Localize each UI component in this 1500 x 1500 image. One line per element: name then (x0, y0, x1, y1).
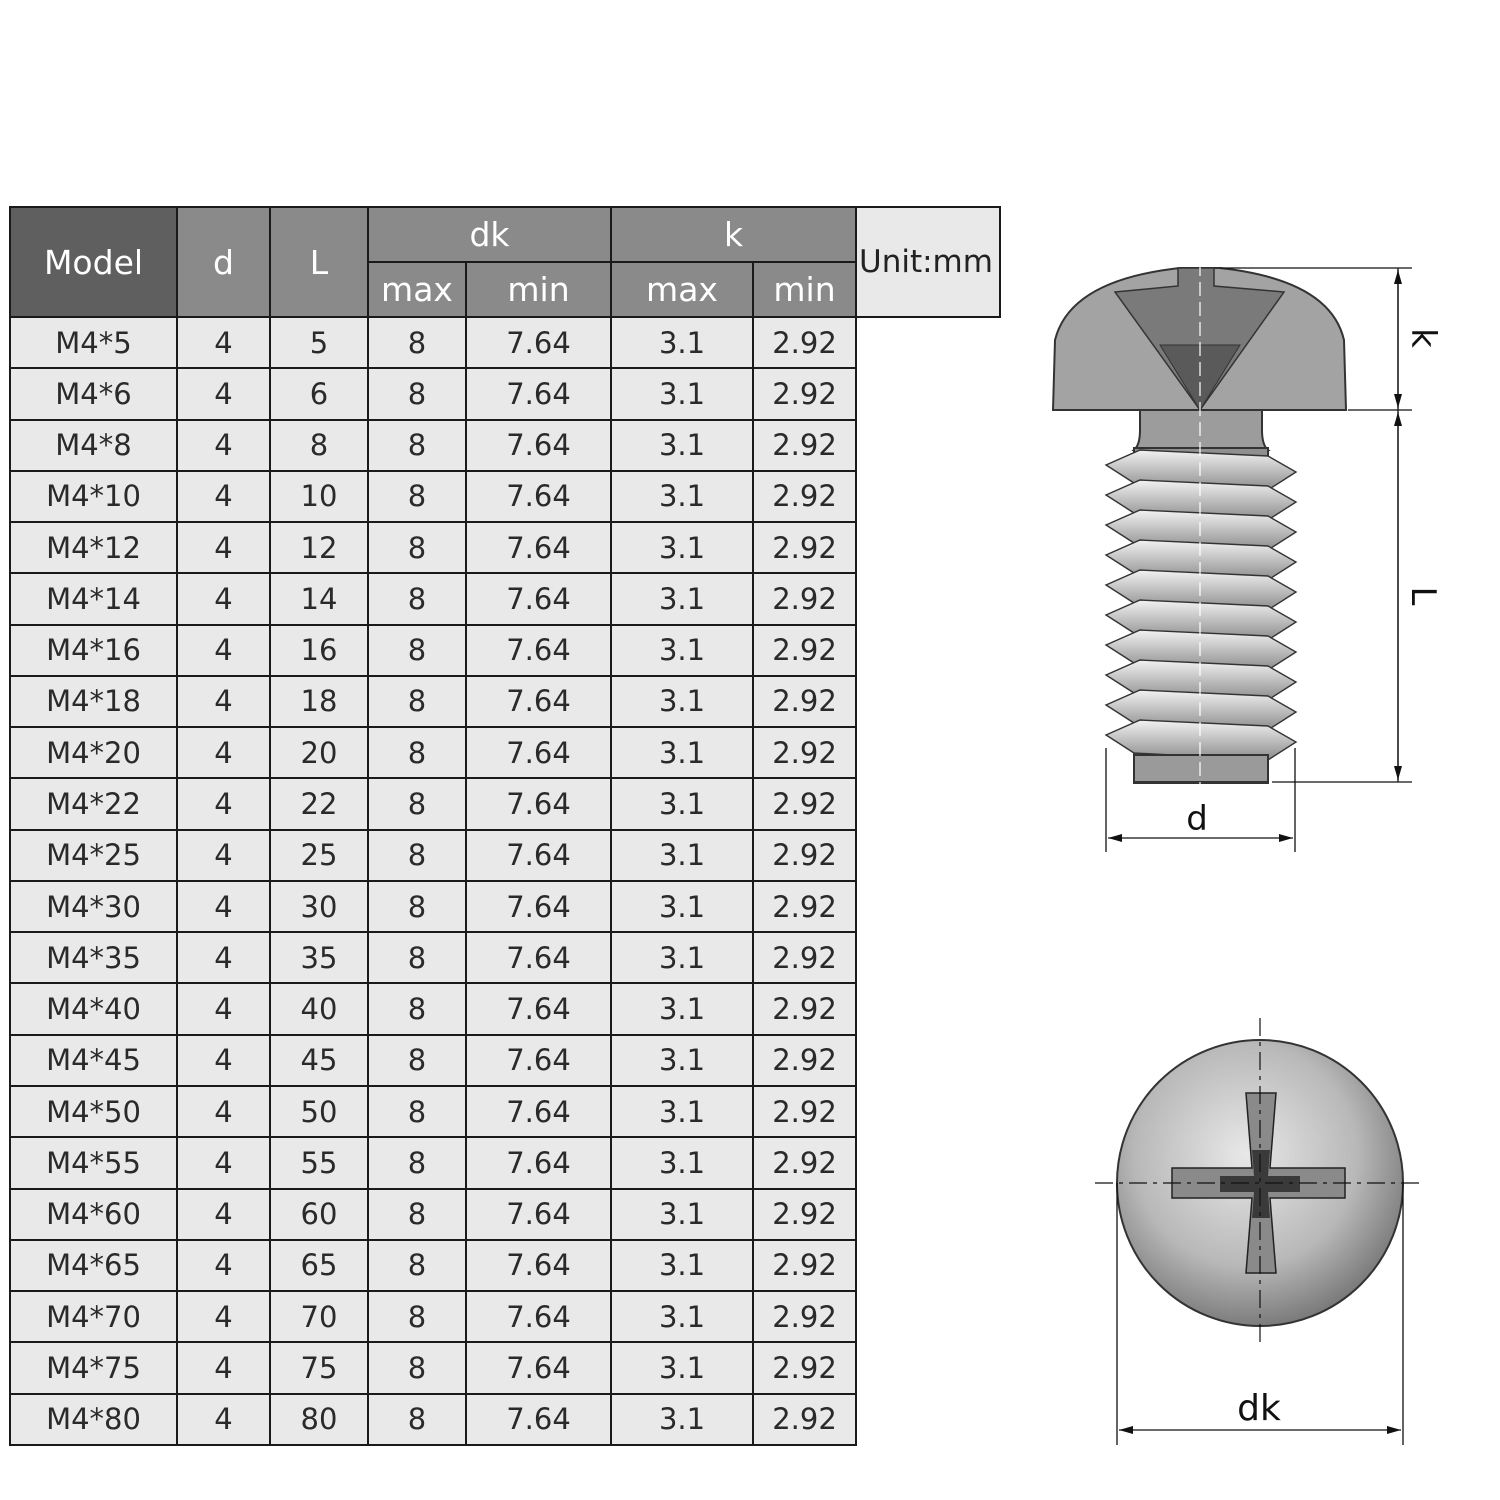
cell-d: 4 (177, 1189, 270, 1240)
cell-dk-min: 7.64 (466, 1240, 611, 1291)
cell-model: M4*50 (10, 1086, 177, 1137)
cell-k-max: 3.1 (611, 778, 753, 829)
cell-k-min: 2.92 (753, 932, 856, 983)
header-dk: dk (368, 207, 611, 262)
cell-model: M4*8 (10, 420, 177, 471)
cell-dk-max: 8 (368, 1189, 466, 1240)
cell-L: 70 (270, 1291, 368, 1342)
cell-d: 4 (177, 881, 270, 932)
cell-d: 4 (177, 471, 270, 522)
cell-k-max: 3.1 (611, 676, 753, 727)
cell-d: 4 (177, 830, 270, 881)
header-dk-min: min (466, 262, 611, 317)
cell-k-max: 3.1 (611, 420, 753, 471)
cell-dk-max: 8 (368, 1291, 466, 1342)
cell-k-min: 2.92 (753, 778, 856, 829)
cell-dk-min: 7.64 (466, 1086, 611, 1137)
cell-k-max: 3.1 (611, 1342, 753, 1393)
cell-k-max: 3.1 (611, 625, 753, 676)
cell-model: M4*65 (10, 1240, 177, 1291)
header-k-max: max (611, 262, 753, 317)
cell-L: 16 (270, 625, 368, 676)
cell-k-max: 3.1 (611, 471, 753, 522)
screw-side-view (1053, 262, 1346, 790)
cell-L: 55 (270, 1137, 368, 1188)
cell-dk-min: 7.64 (466, 1137, 611, 1188)
cell-k-max: 3.1 (611, 573, 753, 624)
cell-L: 20 (270, 727, 368, 778)
cell-dk-min: 7.64 (466, 727, 611, 778)
cell-dk-min: 7.64 (466, 573, 611, 624)
cell-L: 50 (270, 1086, 368, 1137)
cell-k-min: 2.92 (753, 1342, 856, 1393)
cell-k-max: 3.1 (611, 881, 753, 932)
cell-k-min: 2.92 (753, 625, 856, 676)
cell-dk-max: 8 (368, 368, 466, 419)
cell-L: 6 (270, 368, 368, 419)
cell-model: M4*6 (10, 368, 177, 419)
cell-L: 12 (270, 522, 368, 573)
cell-dk-max: 8 (368, 881, 466, 932)
cell-dk-max: 8 (368, 932, 466, 983)
cell-k-min: 2.92 (753, 1086, 856, 1137)
cell-d: 4 (177, 1035, 270, 1086)
cell-dk-max: 8 (368, 1086, 466, 1137)
cell-k-min: 2.92 (753, 1137, 856, 1188)
screw-threads (1106, 450, 1296, 760)
cell-dk-min: 7.64 (466, 676, 611, 727)
cell-dk-max: 8 (368, 1342, 466, 1393)
cell-k-min: 2.92 (753, 1291, 856, 1342)
cell-k-max: 3.1 (611, 932, 753, 983)
cell-dk-min: 7.64 (466, 1035, 611, 1086)
label-d: d (1186, 799, 1208, 839)
cell-dk-max: 8 (368, 1035, 466, 1086)
cell-dk-max: 8 (368, 1240, 466, 1291)
cell-dk-min: 7.64 (466, 983, 611, 1034)
cell-model: M4*40 (10, 983, 177, 1034)
cell-k-max: 3.1 (611, 368, 753, 419)
cell-L: 30 (270, 881, 368, 932)
cell-d: 4 (177, 1240, 270, 1291)
cell-dk-max: 8 (368, 778, 466, 829)
cell-L: 22 (270, 778, 368, 829)
label-dk: dk (1237, 1388, 1281, 1429)
cell-k-max: 3.1 (611, 1035, 753, 1086)
cell-model: M4*5 (10, 317, 177, 368)
cell-dk-max: 8 (368, 1137, 466, 1188)
cell-k-min: 2.92 (753, 573, 856, 624)
cell-L: 8 (270, 420, 368, 471)
cell-d: 4 (177, 522, 270, 573)
header-k-min: min (753, 262, 856, 317)
label-L: L (1403, 586, 1443, 606)
cell-L: 5 (270, 317, 368, 368)
cell-k-min: 2.92 (753, 1035, 856, 1086)
cell-model: M4*25 (10, 830, 177, 881)
cell-dk-min: 7.64 (466, 368, 611, 419)
cell-k-min: 2.92 (753, 368, 856, 419)
cell-dk-min: 7.64 (466, 1342, 611, 1393)
cell-d: 4 (177, 676, 270, 727)
cell-k-min: 2.92 (753, 471, 856, 522)
cell-k-min: 2.92 (753, 1394, 856, 1445)
cell-model: M4*75 (10, 1342, 177, 1393)
cell-d: 4 (177, 932, 270, 983)
unit-label: Unit:mm (856, 207, 1000, 317)
cell-k-min: 2.92 (753, 727, 856, 778)
cell-d: 4 (177, 727, 270, 778)
cell-d: 4 (177, 1394, 270, 1445)
cell-k-min: 2.92 (753, 1189, 856, 1240)
cell-dk-min: 7.64 (466, 778, 611, 829)
cell-dk-min: 7.64 (466, 932, 611, 983)
label-k: k (1403, 328, 1443, 348)
cell-k-max: 3.1 (611, 983, 753, 1034)
cell-dk-max: 8 (368, 983, 466, 1034)
cell-model: M4*14 (10, 573, 177, 624)
cell-L: 75 (270, 1342, 368, 1393)
cell-dk-max: 8 (368, 522, 466, 573)
cell-L: 40 (270, 983, 368, 1034)
cell-L: 45 (270, 1035, 368, 1086)
cell-k-min: 2.92 (753, 522, 856, 573)
cell-d: 4 (177, 983, 270, 1034)
cell-L: 80 (270, 1394, 368, 1445)
cell-model: M4*35 (10, 932, 177, 983)
header-model: Model (10, 207, 177, 317)
cell-L: 65 (270, 1240, 368, 1291)
cell-k-max: 3.1 (611, 522, 753, 573)
cell-model: M4*30 (10, 881, 177, 932)
cell-dk-min: 7.64 (466, 625, 611, 676)
header-dk-max: max (368, 262, 466, 317)
cell-d: 4 (177, 317, 270, 368)
cell-model: M4*55 (10, 1137, 177, 1188)
cell-dk-min: 7.64 (466, 881, 611, 932)
cell-k-max: 3.1 (611, 1291, 753, 1342)
screw-neck (1134, 410, 1268, 450)
cell-k-min: 2.92 (753, 317, 856, 368)
cell-dk-max: 8 (368, 727, 466, 778)
cell-k-min: 2.92 (753, 881, 856, 932)
cell-k-max: 3.1 (611, 1240, 753, 1291)
cell-dk-min: 7.64 (466, 1189, 611, 1240)
cell-model: M4*80 (10, 1394, 177, 1445)
cell-model: M4*12 (10, 522, 177, 573)
cell-L: 18 (270, 676, 368, 727)
cell-k-min: 2.92 (753, 420, 856, 471)
cell-d: 4 (177, 573, 270, 624)
cell-L: 14 (270, 573, 368, 624)
cell-dk-min: 7.64 (466, 522, 611, 573)
cell-model: M4*16 (10, 625, 177, 676)
cell-k-max: 3.1 (611, 727, 753, 778)
header-d: d (177, 207, 270, 317)
cell-L: 60 (270, 1189, 368, 1240)
header-L: L (270, 207, 368, 317)
cell-model: M4*10 (10, 471, 177, 522)
cell-dk-min: 7.64 (466, 420, 611, 471)
cell-model: M4*20 (10, 727, 177, 778)
cell-d: 4 (177, 1086, 270, 1137)
cell-k-max: 3.1 (611, 1086, 753, 1137)
cell-model: M4*45 (10, 1035, 177, 1086)
cell-d: 4 (177, 1137, 270, 1188)
cell-k-min: 2.92 (753, 983, 856, 1034)
cell-d: 4 (177, 1291, 270, 1342)
cell-model: M4*70 (10, 1291, 177, 1342)
cell-k-max: 3.1 (611, 1189, 753, 1240)
cell-k-min: 2.92 (753, 676, 856, 727)
cell-model: M4*60 (10, 1189, 177, 1240)
cell-k-max: 3.1 (611, 1137, 753, 1188)
cell-dk-max: 8 (368, 471, 466, 522)
cell-k-max: 3.1 (611, 830, 753, 881)
cell-dk-max: 8 (368, 1394, 466, 1445)
cell-k-min: 2.92 (753, 830, 856, 881)
cell-L: 10 (270, 471, 368, 522)
cell-d: 4 (177, 420, 270, 471)
cell-dk-min: 7.64 (466, 1291, 611, 1342)
cell-dk-max: 8 (368, 420, 466, 471)
cell-L: 35 (270, 932, 368, 983)
cell-dk-min: 7.64 (466, 830, 611, 881)
cell-d: 4 (177, 1342, 270, 1393)
cell-k-max: 3.1 (611, 1394, 753, 1445)
cell-d: 4 (177, 368, 270, 419)
header-k: k (611, 207, 856, 262)
cell-dk-min: 7.64 (466, 1394, 611, 1445)
cell-dk-max: 8 (368, 676, 466, 727)
cell-dk-min: 7.64 (466, 317, 611, 368)
cell-dk-max: 8 (368, 625, 466, 676)
cell-dk-max: 8 (368, 317, 466, 368)
cell-model: M4*22 (10, 778, 177, 829)
cell-d: 4 (177, 778, 270, 829)
cell-k-max: 3.1 (611, 317, 753, 368)
cell-dk-min: 7.64 (466, 471, 611, 522)
cell-d: 4 (177, 625, 270, 676)
cell-L: 25 (270, 830, 368, 881)
cell-model: M4*18 (10, 676, 177, 727)
screw-top-view (1095, 1018, 1425, 1345)
cell-k-min: 2.92 (753, 1240, 856, 1291)
cell-dk-max: 8 (368, 830, 466, 881)
cell-dk-max: 8 (368, 573, 466, 624)
